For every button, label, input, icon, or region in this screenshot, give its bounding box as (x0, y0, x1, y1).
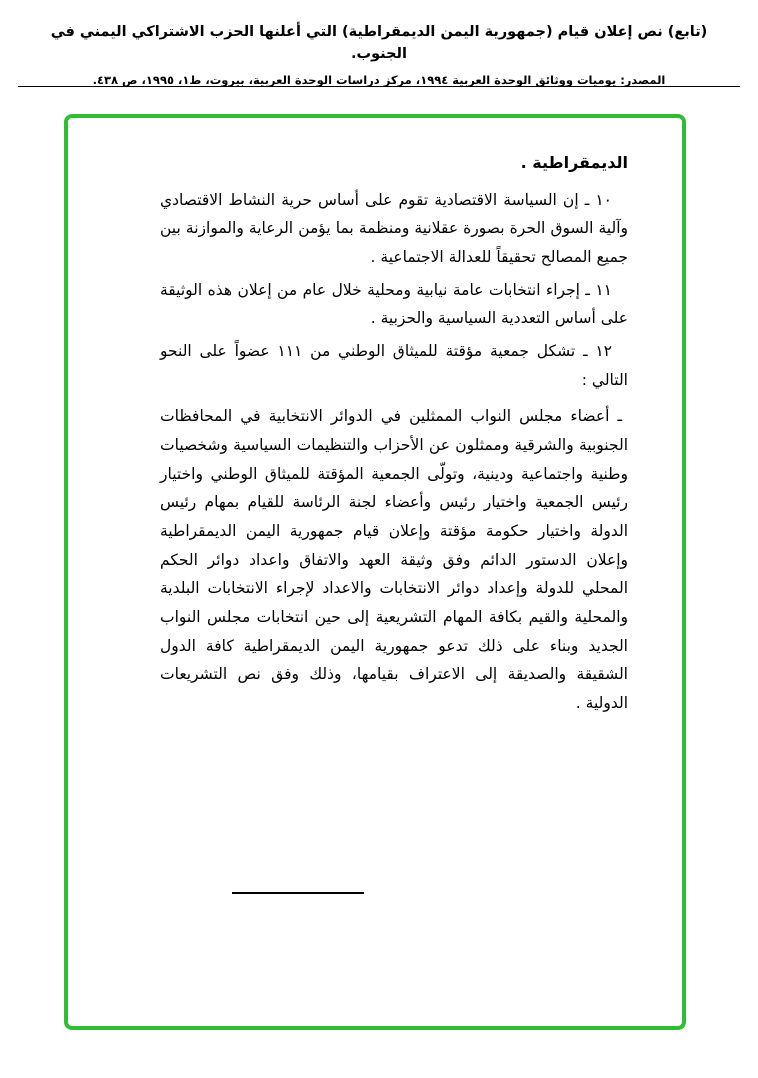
header-title: (تابع) نص إعلان قيام (جمهورية اليمن الديمقراطية) التي أعلنها الحزب الاشتراكي اليمني في الجنوب. (50, 24, 708, 62)
section-heading: الديمقراطية . (520, 153, 628, 172)
document-frame (64, 114, 686, 1030)
paragraph-12: ١٢ ـ تشكل جمعية مؤقتة للميثاق الوطني من ١١١ عضواً على النحو التالي : (160, 341, 628, 389)
page-header (0, 22, 758, 87)
paragraph-10: ١٠ ـ إن السياسة الاقتصادية تقوم على أساس حرية النشاط الاقتصادي وآلية السوق الحرة بصورة عقلانية ومنظمة بما يؤمن الرعاية والموازنة بين جميع المصالح تحقيقاً للعدالة الاجتماعية . (160, 190, 628, 266)
paragraph-list-item: ـ أعضاء مجلس النواب الممثلين في الدوائر الانتخابية في المحافظات الجنوبية والشرقية وممثلون عن الأحزاب والتنظيمات السياسية وشخصيات وطنية واجتماعية ودينية، وتولّى الجمعية المؤقتة للميثاق الوطني واختيار رئيس الجمعية واختيار رئيس وأعضاء لجنة الرئاسة للقيام بمهام رئيس الدولة واختيار حكومة مؤقتة وإعلان قيام جمهورية اليمن الديمقراطية وإعلان الدستور الدائم وفق وثيقة العهد والاتفاق واعداد دوائر الحكم المحلي للدولة وإعداد دوائر الانتخابات والاعداد لإجراء الانتخابات البلدية والمحلية والقيم بكافة المهام التشريعية إلى حين انتخابات مجلس النواب الجديد وبناء على ذلك تدعو جمهورية اليمن الديمقراطية كافة الدول الشقيقة والصديقة إلى الاعتراف بقيامها، وذلك وفق نص التشريعات الدولية . (160, 407, 628, 713)
document-text (160, 148, 628, 722)
footnote-divider (232, 892, 364, 894)
header-divider (18, 86, 740, 87)
paragraph-11: ١١ ـ إجراء انتخابات عامة نيابية ومحلية خلال عام من إعلان هذه الوثيقة على أساس التعددية السياسية والحزبية . (160, 280, 628, 328)
header-source: المصدر: يوميات ووثائق الوحدة العربية ١٩٩٤، مركز دراسات الوحدة العربية، بيروت، ط١، ١٩٩٥، ص ٤٣٨. (92, 72, 666, 87)
